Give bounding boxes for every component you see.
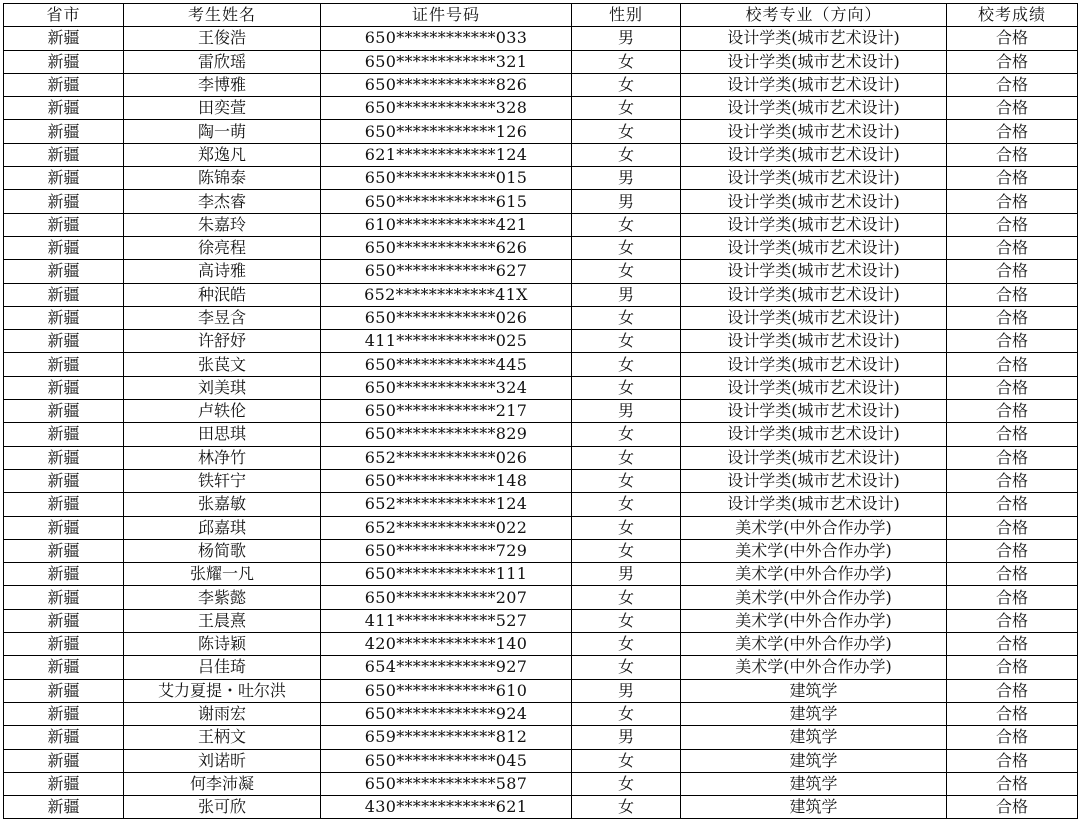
- name-cell: 张苠文: [124, 353, 321, 376]
- province-cell: 新疆: [4, 73, 124, 96]
- province-cell: 新疆: [4, 400, 124, 423]
- name-cell: 陶一萌: [124, 120, 321, 143]
- major-cell: 设计学类(城市艺术设计): [681, 423, 947, 446]
- province-cell: 新疆: [4, 772, 124, 795]
- province-cell: 新疆: [4, 353, 124, 376]
- province-cell: 新疆: [4, 679, 124, 702]
- major-cell: 设计学类(城市艺术设计): [681, 97, 947, 120]
- province-cell: 新疆: [4, 236, 124, 259]
- result-cell: 合格: [947, 376, 1078, 399]
- name-cell: 许舒妤: [124, 330, 321, 353]
- id-number-cell: 659************812: [321, 726, 572, 749]
- major-cell: 设计学类(城市艺术设计): [681, 446, 947, 469]
- name-cell: 种泯皓: [124, 283, 321, 306]
- table-row: [4, 423, 1078, 446]
- gender-cell: 女: [572, 633, 681, 656]
- major-cell: 设计学类(城市艺术设计): [681, 493, 947, 516]
- province-cell: 新疆: [4, 97, 124, 120]
- id-number-cell: 650************829: [321, 423, 572, 446]
- result-cell: 合格: [947, 586, 1078, 609]
- province-cell: 新疆: [4, 283, 124, 306]
- table-row: [4, 563, 1078, 586]
- name-cell: 王俊浩: [124, 27, 321, 50]
- province-cell: 新疆: [4, 143, 124, 166]
- result-cell: 合格: [947, 516, 1078, 539]
- table-row: [4, 50, 1078, 73]
- table-row: [4, 539, 1078, 562]
- gender-cell: 女: [572, 609, 681, 632]
- table-row: [4, 167, 1078, 190]
- major-cell: 设计学类(城市艺术设计): [681, 260, 947, 283]
- id-number-cell: 650************615: [321, 190, 572, 213]
- name-cell: 雷欣瑶: [124, 50, 321, 73]
- major-cell: 设计学类(城市艺术设计): [681, 283, 947, 306]
- province-cell: 新疆: [4, 516, 124, 539]
- result-cell: 合格: [947, 353, 1078, 376]
- province-cell: 新疆: [4, 493, 124, 516]
- gender-cell: 女: [572, 469, 681, 492]
- gender-cell: 男: [572, 726, 681, 749]
- id-number-cell: 650************015: [321, 167, 572, 190]
- header-id-number: 证件号码: [321, 4, 572, 27]
- result-cell: 合格: [947, 306, 1078, 329]
- gender-cell: 女: [572, 749, 681, 772]
- table-row: [4, 609, 1078, 632]
- table-row: [4, 236, 1078, 259]
- table-row: [4, 306, 1078, 329]
- result-cell: 合格: [947, 609, 1078, 632]
- table-row: [4, 493, 1078, 516]
- name-cell: 陈锦泰: [124, 167, 321, 190]
- id-number-cell: 654************927: [321, 656, 572, 679]
- province-cell: 新疆: [4, 539, 124, 562]
- gender-cell: 女: [572, 493, 681, 516]
- province-cell: 新疆: [4, 260, 124, 283]
- major-cell: 建筑学: [681, 702, 947, 725]
- id-number-cell: 650************207: [321, 586, 572, 609]
- name-cell: 卢轶伦: [124, 400, 321, 423]
- result-cell: 合格: [947, 749, 1078, 772]
- major-cell: 设计学类(城市艺术设计): [681, 306, 947, 329]
- result-cell: 合格: [947, 423, 1078, 446]
- table-row: [4, 330, 1078, 353]
- name-cell: 谢雨宏: [124, 702, 321, 725]
- name-cell: 王晨熹: [124, 609, 321, 632]
- table-row: [4, 353, 1078, 376]
- table-row: [4, 633, 1078, 656]
- result-cell: 合格: [947, 167, 1078, 190]
- table-row: [4, 726, 1078, 749]
- province-cell: 新疆: [4, 469, 124, 492]
- table-row: [4, 73, 1078, 96]
- major-cell: 设计学类(城市艺术设计): [681, 330, 947, 353]
- name-cell: 高诗雅: [124, 260, 321, 283]
- gender-cell: 女: [572, 702, 681, 725]
- name-cell: 刘诺昕: [124, 749, 321, 772]
- major-cell: 设计学类(城市艺术设计): [681, 213, 947, 236]
- gender-cell: 女: [572, 236, 681, 259]
- result-cell: 合格: [947, 283, 1078, 306]
- name-cell: 张耀一凡: [124, 563, 321, 586]
- id-number-cell: 650************045: [321, 749, 572, 772]
- table-row: [4, 27, 1078, 50]
- id-number-cell: 650************324: [321, 376, 572, 399]
- id-number-cell: 652************41X: [321, 283, 572, 306]
- gender-cell: 女: [572, 120, 681, 143]
- name-cell: 徐亮程: [124, 236, 321, 259]
- result-cell: 合格: [947, 236, 1078, 259]
- name-cell: 吕佳琦: [124, 656, 321, 679]
- table-row: [4, 656, 1078, 679]
- major-cell: 建筑学: [681, 749, 947, 772]
- gender-cell: 女: [572, 330, 681, 353]
- result-cell: 合格: [947, 493, 1078, 516]
- result-cell: 合格: [947, 679, 1078, 702]
- province-cell: 新疆: [4, 726, 124, 749]
- name-cell: 王柄文: [124, 726, 321, 749]
- table-row: [4, 283, 1078, 306]
- id-number-cell: 621************124: [321, 143, 572, 166]
- result-cell: 合格: [947, 796, 1078, 819]
- admission-results-table: [3, 3, 1078, 819]
- result-cell: 合格: [947, 260, 1078, 283]
- id-number-cell: 430************621: [321, 796, 572, 819]
- name-cell: 何李沛凝: [124, 772, 321, 795]
- name-cell: 李昱含: [124, 306, 321, 329]
- name-cell: 田思琪: [124, 423, 321, 446]
- province-cell: 新疆: [4, 376, 124, 399]
- result-cell: 合格: [947, 633, 1078, 656]
- table-row: [4, 796, 1078, 819]
- gender-cell: 女: [572, 796, 681, 819]
- name-cell: 李博雅: [124, 73, 321, 96]
- gender-cell: 男: [572, 190, 681, 213]
- header-gender: 性别: [572, 4, 681, 27]
- id-number-cell: 652************026: [321, 446, 572, 469]
- table-row: [4, 446, 1078, 469]
- major-cell: 设计学类(城市艺术设计): [681, 27, 947, 50]
- gender-cell: 女: [572, 656, 681, 679]
- province-cell: 新疆: [4, 50, 124, 73]
- gender-cell: 女: [572, 586, 681, 609]
- id-number-cell: 650************587: [321, 772, 572, 795]
- header-province: 省市: [4, 4, 124, 27]
- id-number-cell: 411************025: [321, 330, 572, 353]
- id-number-cell: 650************328: [321, 97, 572, 120]
- result-cell: 合格: [947, 726, 1078, 749]
- table-row: [4, 772, 1078, 795]
- province-cell: 新疆: [4, 656, 124, 679]
- name-cell: 朱嘉玲: [124, 213, 321, 236]
- gender-cell: 男: [572, 679, 681, 702]
- table-row: [4, 400, 1078, 423]
- id-number-cell: 411************527: [321, 609, 572, 632]
- major-cell: 设计学类(城市艺术设计): [681, 167, 947, 190]
- major-cell: 设计学类(城市艺术设计): [681, 143, 947, 166]
- id-number-cell: 652************124: [321, 493, 572, 516]
- result-cell: 合格: [947, 446, 1078, 469]
- name-cell: 艾力夏提・吐尔洪: [124, 679, 321, 702]
- result-cell: 合格: [947, 563, 1078, 586]
- major-cell: 设计学类(城市艺术设计): [681, 236, 947, 259]
- result-cell: 合格: [947, 400, 1078, 423]
- major-cell: 建筑学: [681, 772, 947, 795]
- major-cell: 设计学类(城市艺术设计): [681, 400, 947, 423]
- name-cell: 李紫懿: [124, 586, 321, 609]
- gender-cell: 女: [572, 143, 681, 166]
- id-number-cell: 650************321: [321, 50, 572, 73]
- header-major: 校考专业（方向）: [681, 4, 947, 27]
- result-cell: 合格: [947, 120, 1078, 143]
- province-cell: 新疆: [4, 702, 124, 725]
- id-number-cell: 650************626: [321, 236, 572, 259]
- table-row: [4, 213, 1078, 236]
- province-cell: 新疆: [4, 27, 124, 50]
- result-cell: 合格: [947, 190, 1078, 213]
- id-number-cell: 650************111: [321, 563, 572, 586]
- table-row: [4, 586, 1078, 609]
- gender-cell: 女: [572, 423, 681, 446]
- gender-cell: 女: [572, 213, 681, 236]
- id-number-cell: 650************126: [321, 120, 572, 143]
- result-cell: 合格: [947, 469, 1078, 492]
- province-cell: 新疆: [4, 609, 124, 632]
- id-number-cell: 650************826: [321, 73, 572, 96]
- name-cell: 陈诗颖: [124, 633, 321, 656]
- gender-cell: 女: [572, 446, 681, 469]
- id-number-cell: 610************421: [321, 213, 572, 236]
- name-cell: 张嘉敏: [124, 493, 321, 516]
- gender-cell: 女: [572, 539, 681, 562]
- id-number-cell: 650************217: [321, 400, 572, 423]
- name-cell: 邱嘉琪: [124, 516, 321, 539]
- gender-cell: 女: [572, 516, 681, 539]
- result-cell: 合格: [947, 50, 1078, 73]
- header-result: 校考成绩: [947, 4, 1078, 27]
- major-cell: 设计学类(城市艺术设计): [681, 73, 947, 96]
- major-cell: 建筑学: [681, 796, 947, 819]
- gender-cell: 男: [572, 167, 681, 190]
- gender-cell: 女: [572, 260, 681, 283]
- gender-cell: 女: [572, 376, 681, 399]
- header-student-name: 考生姓名: [124, 4, 321, 27]
- major-cell: 美术学(中外合作办学): [681, 633, 947, 656]
- province-cell: 新疆: [4, 633, 124, 656]
- major-cell: 设计学类(城市艺术设计): [681, 190, 947, 213]
- table-row: [4, 120, 1078, 143]
- province-cell: 新疆: [4, 563, 124, 586]
- name-cell: 杨简歌: [124, 539, 321, 562]
- major-cell: 美术学(中外合作办学): [681, 516, 947, 539]
- major-cell: 设计学类(城市艺术设计): [681, 376, 947, 399]
- gender-cell: 女: [572, 772, 681, 795]
- name-cell: 田奕萱: [124, 97, 321, 120]
- name-cell: 林净竹: [124, 446, 321, 469]
- major-cell: 美术学(中外合作办学): [681, 609, 947, 632]
- id-number-cell: 650************026: [321, 306, 572, 329]
- result-cell: 合格: [947, 27, 1078, 50]
- gender-cell: 男: [572, 27, 681, 50]
- province-cell: 新疆: [4, 167, 124, 190]
- province-cell: 新疆: [4, 586, 124, 609]
- result-cell: 合格: [947, 772, 1078, 795]
- result-cell: 合格: [947, 73, 1078, 96]
- province-cell: 新疆: [4, 306, 124, 329]
- table-row: [4, 376, 1078, 399]
- result-cell: 合格: [947, 656, 1078, 679]
- major-cell: 美术学(中外合作办学): [681, 539, 947, 562]
- id-number-cell: 420************140: [321, 633, 572, 656]
- name-cell: 刘美琪: [124, 376, 321, 399]
- id-number-cell: 650************033: [321, 27, 572, 50]
- name-cell: 李杰睿: [124, 190, 321, 213]
- result-cell: 合格: [947, 143, 1078, 166]
- name-cell: 郑逸凡: [124, 143, 321, 166]
- result-cell: 合格: [947, 213, 1078, 236]
- table-row: [4, 469, 1078, 492]
- major-cell: 美术学(中外合作办学): [681, 656, 947, 679]
- province-cell: 新疆: [4, 190, 124, 213]
- province-cell: 新疆: [4, 213, 124, 236]
- gender-cell: 男: [572, 563, 681, 586]
- gender-cell: 女: [572, 306, 681, 329]
- result-cell: 合格: [947, 539, 1078, 562]
- gender-cell: 女: [572, 73, 681, 96]
- major-cell: 设计学类(城市艺术设计): [681, 469, 947, 492]
- result-cell: 合格: [947, 330, 1078, 353]
- table-row: [4, 702, 1078, 725]
- table-row: [4, 516, 1078, 539]
- id-number-cell: 650************610: [321, 679, 572, 702]
- major-cell: 建筑学: [681, 679, 947, 702]
- province-cell: 新疆: [4, 423, 124, 446]
- gender-cell: 女: [572, 50, 681, 73]
- major-cell: 美术学(中外合作办学): [681, 586, 947, 609]
- result-cell: 合格: [947, 702, 1078, 725]
- major-cell: 设计学类(城市艺术设计): [681, 50, 947, 73]
- id-number-cell: 650************627: [321, 260, 572, 283]
- id-number-cell: 650************445: [321, 353, 572, 376]
- header-row: [4, 4, 1078, 27]
- province-cell: 新疆: [4, 330, 124, 353]
- major-cell: 建筑学: [681, 726, 947, 749]
- table-row: [4, 143, 1078, 166]
- result-cell: 合格: [947, 97, 1078, 120]
- province-cell: 新疆: [4, 120, 124, 143]
- major-cell: 美术学(中外合作办学): [681, 563, 947, 586]
- table-row: [4, 679, 1078, 702]
- name-cell: 张可欣: [124, 796, 321, 819]
- gender-cell: 男: [572, 283, 681, 306]
- name-cell: 铁轩宁: [124, 469, 321, 492]
- table-row: [4, 749, 1078, 772]
- major-cell: 设计学类(城市艺术设计): [681, 120, 947, 143]
- province-cell: 新疆: [4, 446, 124, 469]
- province-cell: 新疆: [4, 749, 124, 772]
- id-number-cell: 650************148: [321, 469, 572, 492]
- province-cell: 新疆: [4, 796, 124, 819]
- gender-cell: 女: [572, 353, 681, 376]
- table-row: [4, 190, 1078, 213]
- id-number-cell: 652************022: [321, 516, 572, 539]
- id-number-cell: 650************924: [321, 702, 572, 725]
- gender-cell: 女: [572, 97, 681, 120]
- major-cell: 设计学类(城市艺术设计): [681, 353, 947, 376]
- id-number-cell: 650************729: [321, 539, 572, 562]
- table-row: [4, 260, 1078, 283]
- gender-cell: 男: [572, 400, 681, 423]
- table-row: [4, 97, 1078, 120]
